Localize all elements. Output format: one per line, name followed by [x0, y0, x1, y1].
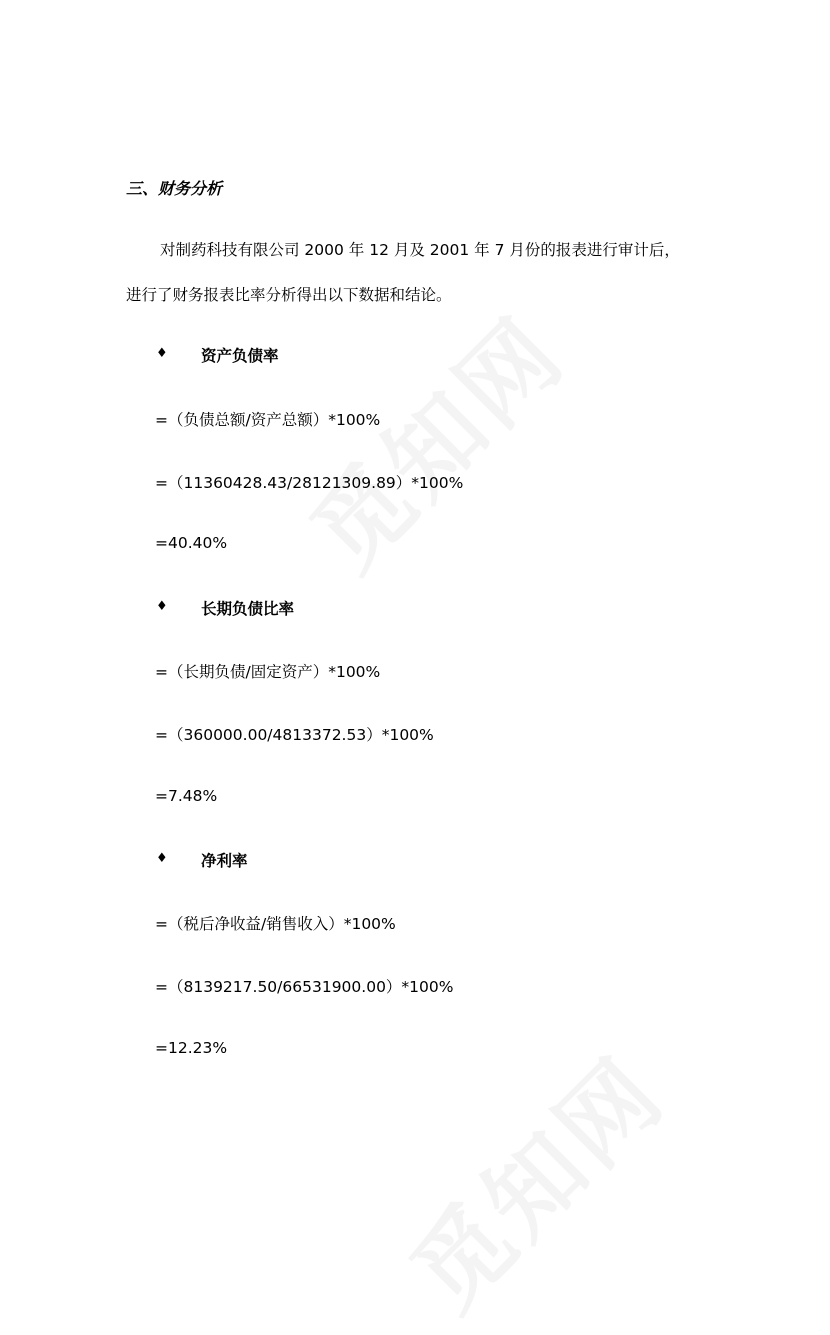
intro-line-1: 对制药科技有限公司 2000 年 12 月及 2001 年 7 月份的报表进行审计后， — [160, 241, 680, 259]
ratio-result: =12.23% — [155, 1039, 228, 1057]
intro-line-2: 进行了财务报表比率分析得出以下数据和结论。 — [126, 286, 452, 304]
ratio-formula: =（负债总额/资产总额）*100% — [155, 411, 381, 429]
ratio-heading: 资产负债率 — [201, 347, 279, 365]
watermark — [276, 282, 589, 595]
ratio-heading: 长期负债比率 — [201, 600, 295, 618]
ratio-heading: 净利率 — [201, 852, 248, 870]
bullet-icon: ♦ — [156, 599, 168, 614]
ratio-calculation: =（8139217.50/66531900.00）*100% — [155, 978, 454, 996]
ratio-result: =7.48% — [155, 787, 218, 805]
bullet-icon: ♦ — [156, 346, 168, 361]
watermark — [376, 1022, 689, 1335]
ratio-calculation: =（360000.00/4813372.53）*100% — [155, 726, 434, 744]
ratio-result: =40.40% — [155, 534, 228, 552]
ratio-formula: =（税后净收益/销售收入）*100% — [155, 915, 396, 933]
ratio-calculation: =（11360428.43/28121309.89）*100% — [155, 474, 464, 492]
bullet-icon: ♦ — [156, 851, 168, 866]
ratio-formula: =（长期负债/固定资产）*100% — [155, 663, 381, 681]
section-title: 三、财务分析 — [126, 179, 223, 198]
